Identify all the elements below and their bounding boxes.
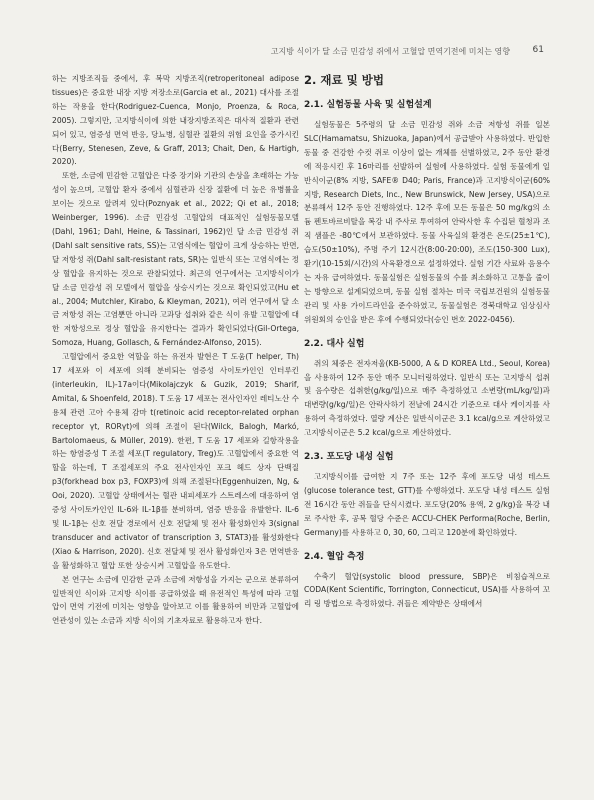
subsection-heading: 2.2. 대사 실험 <box>304 338 365 349</box>
subsection-heading: 2.1. 실험동물 사육 및 실험설계 <box>304 100 432 110</box>
running-header: 고지방 식이가 달 소금 민감성 쥐에서 고혈압 면역기전에 미치는 영향 <box>270 47 510 56</box>
subsection-heading: 2.4. 혈압 측정 <box>304 551 365 562</box>
body-paragraph: 고혈압에서 중요한 역할을 하는 유전자 발현은 T 도움(T helper, Th) 17 세포와 이 세포에 의해 분비되는 염증성 사이토카인인 인터루킨(interleukin, IL)-17a이다(Mikolajczyk & Guzik, 2019; Sharif, Amital, & Shoenfeld, 2018). T 도움 17 세포는 전사인자인 레티노산 수용체 관련 고아 수용체 감마 t(retinoic acid receptor-related orphan receptor γt, RORγt)에 의해 조절이 된다(Wilck, Balogh, Markó, Bartolomaeus, & Müller, 2019). 한편, T 도움 17 세포와 길항작용을 하는 항염증성 T 조절 세포(T regulatory, Treg)도 고혈압에서 중요한 역할을 하는데, T 조절세포의 주요 전사인자인 포크 헤드 상자 단백질 p3(forkhead box p3, FOXP3)에 의해 조절된다(Eggenhuizen, Ng, & Ooi, 2020). 고혈압 상태에서는 혈관 내피세포가 스트레스에 대응하여 염증성 사이토카인인 IL-6와 IL-1β를 분비하며, 염증 반응을 유발한다. IL-6 및 IL-1β는 신호 전달 경로에서 신호 전달체 및 전사 활성화인자 3(signal transducer and activator of transcription 3, STAT3)를 활성화한다(Xiao & Harrison, 2020). 신호 전달체 및 전사 활성화인자 3은 면역반응을 활성화하고 혈압 또한 상승시켜 고혈압을 유도한다. <box>52 352 299 570</box>
body-paragraph: 본 연구는 소금에 민감한 군과 소금에 저항성을 가지는 군으로 분류하여 일반적인 식이와 고지방 식이를 공급하였을 때 유전적인 특성에 따라 고혈압이 면역 기전에 미치는 영향을 알아보고 이를 활용하여 비만과 고혈압에 연관성이 있는 소금과 지방 식이의 기초자료로 활용하고자 한다. <box>52 574 299 626</box>
body-paragraph: 쥐의 체중은 전자저울(KB-5000, A & D KOREA Ltd., Seoul, Korea)을 사용하여 12주 동안 매주 모니터링하였다. 일반식 또는 고지방식 섭취 및 음수량은 섭취한(g/kg/일)으로 매주 측정하였고 소변량(mL/kg/일)과 대변량(g/kg/일)은 안락사하기 전날에 24시간 기준으로 대사 케이지를 사용하여 측정하였다. 열량 계산은 일반식이군은 3.1 kcal/g으로 계산하였고 고지방식이군은 5.2 kcal/g으로 계산하였다. <box>304 358 550 438</box>
body-paragraph: 수축기 혈압(systolic blood pressure, SBP)은 비침습적으로 CODA(Kent Scientific, Torrington, Connecticut, USA)를 사용하여 꼬리 링 방법으로 측정하였다. 쥐들은 제약받은 상태에서 <box>304 571 550 609</box>
page-number: 61 <box>532 45 544 55</box>
body-paragraph: 고지방식이를 급여한 지 7주 또는 12주 후에 포도당 내성 테스트(glucose tolerance test, GTT)를 수행하였다. 포도당 내성 테스트 실험 전 16시간 동안 쥐들을 단식시켰다. 포도당(20% 용액, 2 g/kg)을 복강 내로 주사한 후, 공복 혈당 수준은 ACCU-CHEK Performa(Roche, Berlin, Germany)를 사용하고 0, 30, 60, 그리고 120분에 확인하였다. <box>304 472 550 537</box>
subsection-heading: 2.3. 포도당 내성 실험 <box>304 452 394 463</box>
body-paragraph: 실험동물은 5주령의 달 소금 민감성 쥐와 소금 저항성 쥐를 일본 SLC(Hamamatsu, Shizuoka, Japan)에서 공급받아 사용하였다. 반입한 동물 중 건강한 수컷 쥐로 이상이 없는 개체를 선별하였고, 2주 동안 환경에 적응시킨 후 16마리를 선발하여 실험에 사용하였다. 실험 동물에게 일반식이군(8% 지방, SAFE® D40; Paris, France)과 고지방식이군(60% 지방, Research Diets, Inc., New Brunswick, New Jersey, USA)으로 분류해서 12주 동안 진행하였다. 12주 후에 모든 동물은 50 mg/kg의 소듐 펜토바르비탈을 복강 내 주사로 투여하여 안락사한 후 수집된 혈청과 조직 샘플은 -80℃에서 보관하였다. 동물 사육실의 환경은 온도(25±1℃), 습도(50±10%), 주명 주기 12시간(8:00-20:00), 조도(150-300 Lux), 환기(10-15회/시간)의 사육환경으로 설정하였다. 실험 기간 사료와 음용수는 자유 급여하였다. 동물실험은 실험동물의 수를 최소화하고 고통을 줄이는 방향으로 설계되었으며, 동물 실험 절차는 미국 국립보건원의 실험동물 관리 및 사용 가이드라인을 준수하였고, 동물실험은 경북대학교 임상심사위원회의 승인을 받은 후에 수행되었다(승인 번호 2022-0456). <box>304 120 550 324</box>
left-column <box>52 72 299 628</box>
body-paragraph: 또한, 소금에 민감한 고혈압은 다중 장기와 기관의 손상을 초래하는 가능성이 높으며, 고혈압 환자 중에서 심혈관과 신장 질환에 더 높은 유병률을 보이는 것으로 알려져 있다(Poznyak et al., 2022; Qi et al., 2018; Weinberger, 1996). 소금 민감성 고혈압의 대표적인 실험동물모델(Dahl, 1961; Dahl, Heine, & Tassinari, 1962)인 달 소금 민감성 쥐(Dahl salt sensitive rats, SS)는 고염식에는 혈압이 크게 상승하는 반면, 달 저항성 쥐(Dahl salt-resistant rats, SR)는 일반식 또는 고염식에는 정상 혈압을 유지하는 것으로 관찰되었다. 최근의 연구에서는 고지방식이가 달 소금 민감성 쥐 모델에서 혈압을 상승시키는 것으로 확인되었고(Hu et al., 2004; Mutchler, Kirabo, & Kleyman, 2021), 여러 연구에서 달 소금 저항성 쥐는 고염뿐만 아니라 고과당 섭취와 같은 식이 유발 고혈압에 대한 저항성으로 정상 혈압을 유지한다는 결과가 확인되었다(Gil-Ortega, Somoza, Huang, Gollasch, & Fernández-Alfonso, 2015). <box>52 171 299 348</box>
right-column <box>304 72 550 611</box>
body-paragraph: 하는 지방조직들 중에서, 후 복막 지방조직(retroperitoneal adipose tissues)은 중요한 내장 지방 저장소로(Garcia et al., 2021) 대사를 조절하는 작용을 한다(Rodriguez-Cuenca, Monjo, Proenza, & Roca, 2005). 그렇지만, 고지방식이에 의한 내장지방조직은 대사적 질환과 관련되어 있고, 염증성 면역 반응, 당뇨병, 심혈관 질환의 위험 요인을 증가시킨다(Berry, Stenesen, Zeve, & Graff, 2013; Chait, Den, & Hartigh, 2020). <box>52 74 299 167</box>
section-heading: 2. 재료 및 방법 <box>304 73 384 87</box>
